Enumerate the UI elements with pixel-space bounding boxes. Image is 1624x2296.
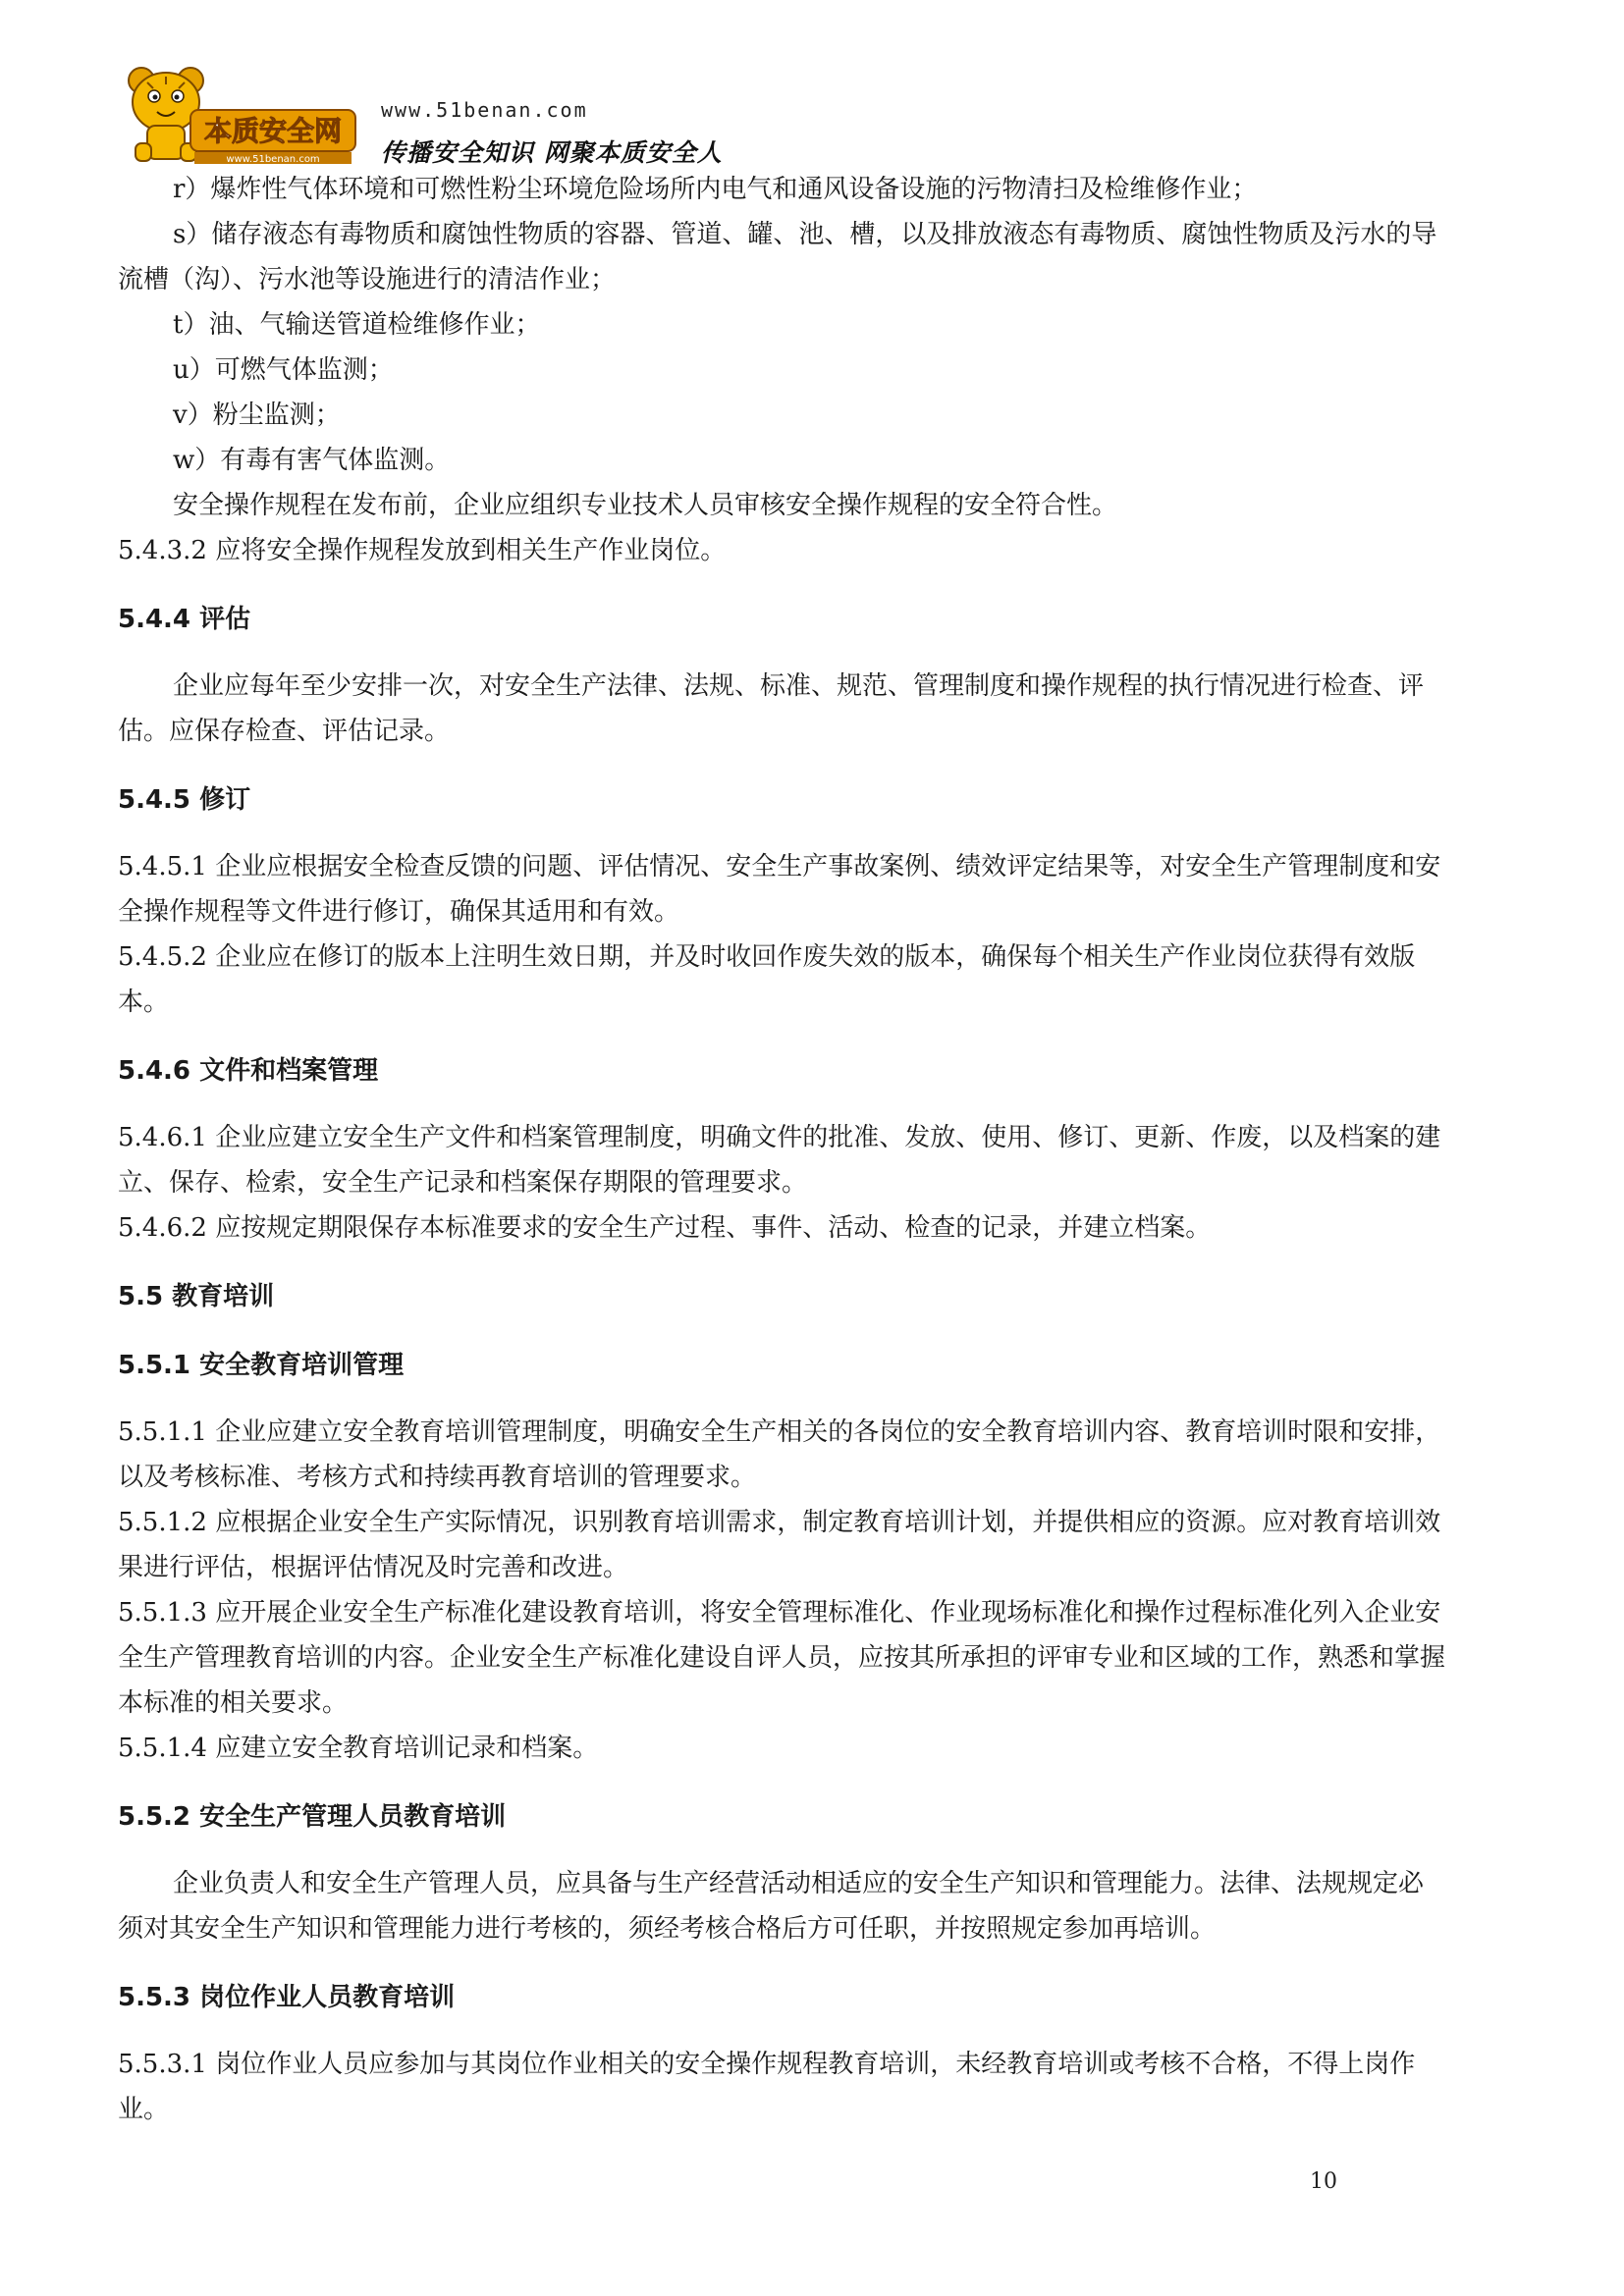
- body-paragraph: 5.5.3.1 岗位作业人员应参加与其岗位作业相关的安全操作规程教育培训，未经教育培训或考核不合格，不得上岗作业。: [118, 2050, 1416, 2124]
- section-heading: 5.5.3 岗位作业人员教育培训: [118, 1983, 456, 2012]
- body-paragraph: 5.4.5.1 企业应根据安全检查反馈的问题、评估情况、安全生产事故案例、绩效评定结果等，对安全生产管理制度和安全操作规程等文件进行修订，确保其适用和有效。: [118, 852, 1441, 927]
- body-paragraph: 5.5.1.1 企业应建立安全教育培训管理制度，明确安全生产相关的各岗位的安全教育培训内容、教育培训时限和安排，以及考核标准、考核方式和持续再教育培训的管理要求。: [118, 1417, 1441, 1492]
- logo-small-url: www.51benan.com: [226, 154, 320, 165]
- body-paragraph: 企业应每年至少安排一次，对安全生产法律、法规、标准、规范、管理制度和操作规程的执行情况进行检查、评估。应保存检查、评估记录。: [118, 671, 1425, 746]
- body-paragraph: 安全操作规程在发布前，企业应组织专业技术人员审核安全操作规程的安全符合性。: [173, 491, 1118, 520]
- body-paragraph: 5.4.6.2 应按规定期限保存本标准要求的安全生产过程、事件、活动、检查的记录，并建立档案。: [118, 1213, 1212, 1243]
- section-heading: 5.4.4 评估: [118, 605, 251, 634]
- section-heading: 5.5 教育培训: [118, 1282, 275, 1311]
- site-url[interactable]: www.51benan.com: [381, 98, 588, 122]
- body-paragraph: u）可燃气体监测；: [173, 355, 394, 385]
- body-paragraph: s）储存液态有毒物质和腐蚀性物质的容器、管道、罐、池、槽，以及排放液态有毒物质、腐蚀性物质及污水的导流槽（沟）、污水池等设施进行的清洁作业；: [118, 220, 1437, 294]
- body-paragraph: 5.4.6.1 企业应建立安全生产文件和档案管理制度，明确文件的批准、发放、使用、修订、更新、作废，以及档案的建立、保存、检索，安全生产记录和档案保存期限的管理要求。: [118, 1123, 1441, 1198]
- section-heading: 5.4.5 修订: [118, 785, 251, 815]
- body-paragraph: v）粉尘监测；: [173, 400, 341, 430]
- body-paragraph: 5.5.1.3 应开展企业安全生产标准化建设教育培训，将安全管理标准化、作业现场标准化和操作过程标准化列入企业安全生产管理教育培训的内容。企业安全生产标准化建设自评人员，应按其所承担的评审专业和区域的工作，熟悉和掌握本标准的相关要求。: [118, 1598, 1446, 1718]
- body-paragraph: r）爆炸性气体环境和可燃性粉尘环境危险场所内电气和通风设备设施的污物清扫及检维修作业；: [173, 175, 1258, 204]
- body-paragraph: t）油、气输送管道检维修作业；: [173, 310, 541, 340]
- page-number: 10: [1310, 2169, 1337, 2194]
- section-heading: 5.5.2 安全生产管理人员教育培训: [118, 1802, 507, 1832]
- document-body: [118, 167, 1445, 2132]
- body-paragraph: w）有毒有害气体监测。: [173, 446, 451, 475]
- site-slogan: 传播安全知识 网聚本质安全人: [381, 138, 723, 167]
- section-heading: 5.4.6 文件和档案管理: [118, 1056, 379, 1086]
- section-heading: 5.5.1 安全教育培训管理: [118, 1351, 405, 1380]
- body-paragraph: 5.4.5.2 企业应在修订的版本上注明生效日期，并及时收回作废失效的版本，确保每个相关生产作业岗位获得有效版本。: [118, 942, 1416, 1017]
- site-logo[interactable]: [118, 61, 357, 165]
- tiger-mascot-logo-icon: [118, 61, 357, 165]
- logo-text: 本质安全网: [203, 115, 343, 147]
- body-paragraph: 5.5.1.4 应建立安全教育培训记录和档案。: [118, 1734, 599, 1763]
- body-paragraph: 5.4.3.2 应将安全操作规程发放到相关生产作业岗位。: [118, 536, 727, 565]
- body-paragraph: 5.5.1.2 应根据企业安全生产实际情况，识别教育培训需求，制定教育培训计划，并提供相应的资源。应对教育培训效果进行评估，根据评估情况及时完善和改进。: [118, 1508, 1441, 1582]
- body-paragraph: 企业负责人和安全生产管理人员，应具备与生产经营活动相适应的安全生产知识和管理能力。法律、法规规定必须对其安全生产知识和管理能力进行考核的，须经考核合格后方可任职，并按照规定参加再培训。: [118, 1869, 1425, 1944]
